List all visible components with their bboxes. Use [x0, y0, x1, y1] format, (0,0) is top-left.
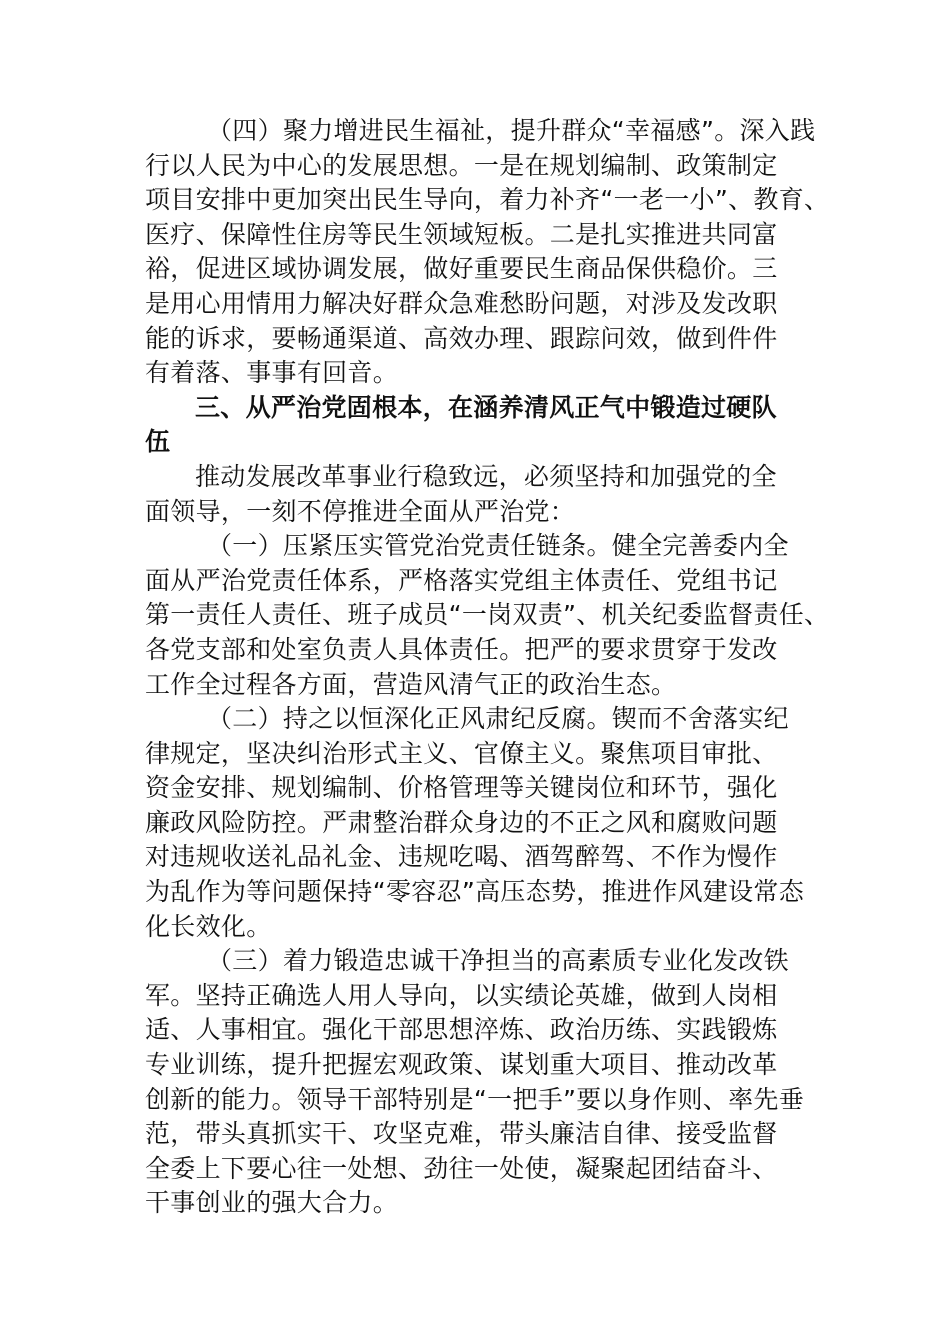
text-line: 是用心用情用力解决好群众急难愁盼问题，对涉及发改职 — [145, 288, 778, 318]
text-line: 伍 — [145, 427, 171, 457]
paragraph — [145, 460, 825, 529]
text-line: 军。坚持正确选人用人导向，以实绩论英雄，做到人岗相 — [145, 980, 778, 1010]
section-heading — [145, 391, 825, 460]
text-line: （三）着力锻造忠诚干净担当的高素质专业化发改铁 — [207, 946, 789, 976]
text-line: 律规定，坚决纠治形式主义、官僚主义。聚焦项目审批、 — [145, 738, 778, 768]
text-line: 面从严治党责任体系，严格落实党组主体责任、党组书记 — [145, 565, 778, 595]
text-line: 有着落、事事有回音。 — [145, 358, 399, 388]
paragraph — [145, 114, 830, 391]
text-line: （二）持之以恒深化正风肃纪反腐。锲而不舍落实纪 — [207, 704, 789, 734]
text-line: 裕，促进区域协调发展，做好重要民生商品保供稳价。三 — [145, 254, 778, 284]
text-line: 为乱作为等问题保持“零容忍”高压态势，推进作风建设常态 — [145, 877, 805, 907]
text-line: 创新的能力。领导干部特别是“一把手”要以身作则、率先垂 — [145, 1084, 805, 1114]
text-line: 医疗、保障性住房等民生领域短板。二是扎实推进共同富 — [145, 219, 778, 249]
text-line: 三、从严治党固根本，在涵养清风正气中锻造过硬队 — [195, 392, 777, 422]
text-line: 各党支部和处室负责人具体责任。把严的要求贯穿于发改 — [145, 634, 778, 664]
text-line: 适、人事相宜。强化干部思想淬炼、政治历练、实践锻炼 — [145, 1015, 778, 1045]
paragraph — [145, 529, 830, 702]
text-line: 全委上下要心往一处想、劲往一处使，凝聚起团结奋斗、 — [145, 1153, 778, 1183]
text-line: 项目安排中更加突出民生导向，着力补齐“一老一小”、教育、 — [145, 185, 830, 215]
paragraph — [145, 944, 825, 1221]
text-line: 专业训练，提升把握宏观政策、谋划重大项目、推动改革 — [145, 1050, 778, 1080]
text-line: 推动发展改革事业行稳致远，必须坚持和加强党的全 — [195, 461, 777, 491]
text-line: 廉政风险防控。严肃整治群众身边的不正之风和腐败问题 — [145, 807, 778, 837]
text-line: 行以人民为中心的发展思想。一是在规划编制、政策制定 — [145, 150, 778, 180]
text-line: 化长效化。 — [145, 911, 272, 941]
text-line: 能的诉求，要畅通渠道、高效办理、跟踪问效，做到件件 — [145, 323, 778, 353]
paragraph — [145, 702, 825, 944]
text-line: 干事创业的强大合力。 — [145, 1188, 399, 1218]
text-line: （一）压紧压实管党治党责任链条。健全完善委内全 — [207, 531, 789, 561]
document-body — [145, 114, 830, 1221]
text-line: 工作全过程各方面，营造风清气正的政治生态。 — [145, 669, 677, 699]
text-line: 资金安排、规划编制、价格管理等关键岗位和环节，强化 — [145, 773, 778, 803]
text-line: 第一责任人责任、班子成员“一岗双责”、机关纪委监督责任、 — [145, 600, 830, 630]
text-line: 对违规收送礼品礼金、违规吃喝、酒驾醉驾、不作为慢作 — [145, 842, 778, 872]
text-line: （四）聚力增进民生福祉，提升群众“幸福感”。深入践 — [207, 116, 816, 145]
text-line: 面领导，一刻不停推进全面从严治党： — [145, 496, 576, 526]
text-line: 范，带头真抓实干、攻坚克难，带头廉洁自律、接受监督 — [145, 1119, 778, 1149]
